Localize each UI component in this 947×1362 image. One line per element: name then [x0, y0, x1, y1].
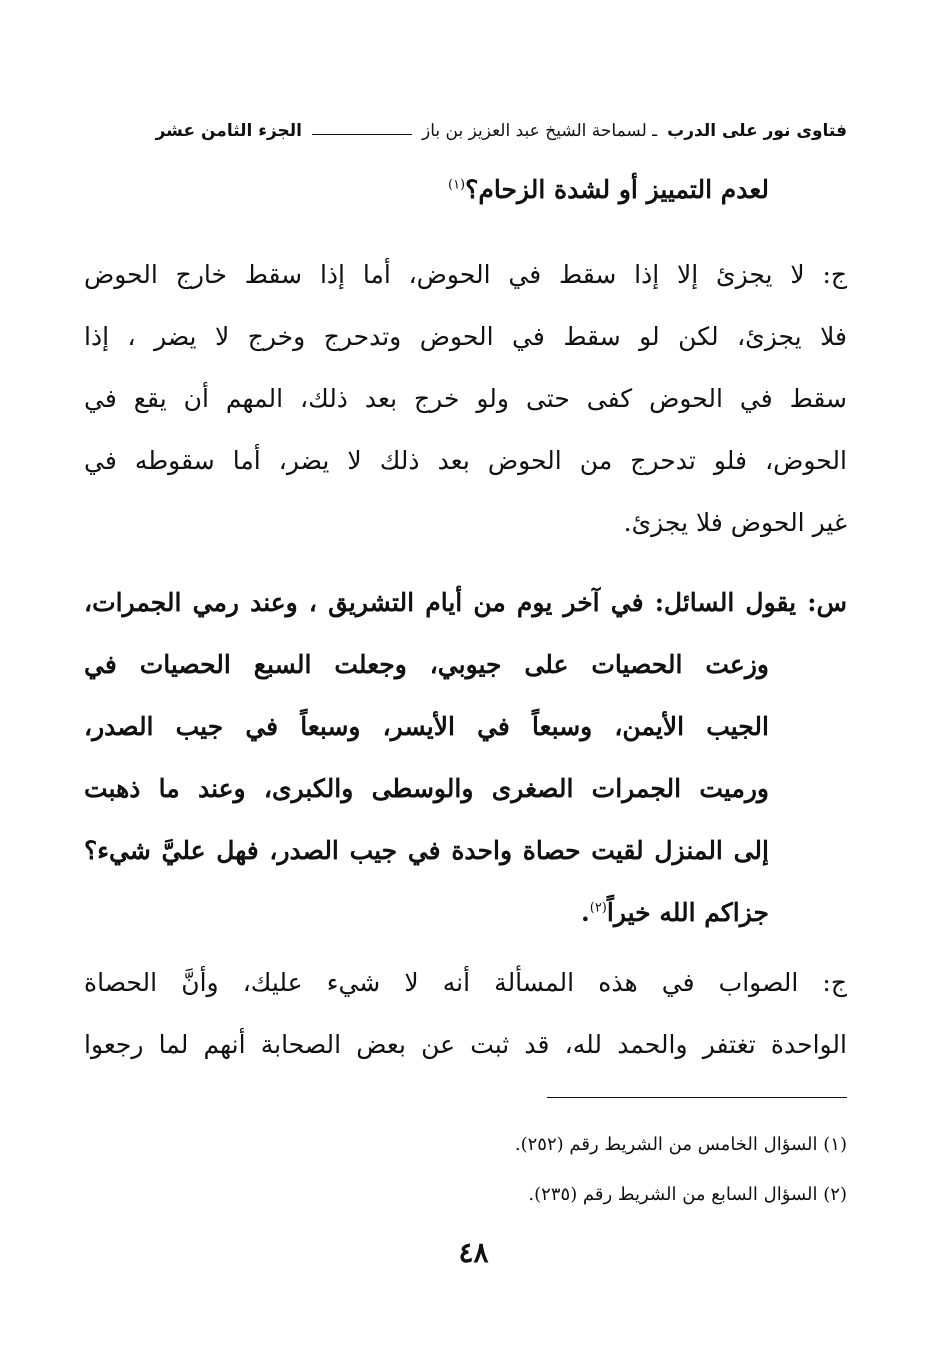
page-number: ٤٨	[458, 1236, 489, 1269]
footnote-separator	[547, 1097, 847, 1098]
question-continuation	[84, 162, 847, 218]
question-continuation-text: لعدم التمييز أو لشدة الزحام؟	[465, 175, 769, 204]
author-line: ـ لسماحة الشيخ عبد العزيز بن باز	[422, 121, 658, 141]
footnote-ref-1: (١)	[447, 177, 466, 193]
footnote-2: (٢) السؤال السابع من الشريط رقم (٢٣٥).	[528, 1184, 847, 1205]
question-2	[84, 572, 847, 944]
volume-label: الجزء الثامن عشر	[155, 121, 303, 141]
answer-2-line: ج: الصواب في هذه المسألة أنه لا شيء عليك، وأنَّ الحصاة	[84, 968, 847, 997]
question-2-end-punct: .	[581, 898, 590, 927]
answer-2	[84, 952, 847, 1076]
answer-1-line: سقط في الحوض كفى حتى ولو خرج بعد ذلك، المهم أن يقع في	[84, 384, 847, 413]
footnote-ref-2: (٢)	[589, 900, 607, 916]
question-2-line: وزعت الحصيات على جيوبي، وجعلت السبع الحصيات في	[84, 650, 769, 679]
answer-2-line: الواحدة تغتفر والحمد لله، قد ثبت عن بعض الصحابة أنهم لما رجعوا	[84, 1030, 847, 1059]
header-rule	[312, 134, 412, 135]
answer-1-line: الحوض، فلو تدحرج من الحوض بعد ذلك لا يضر، أما سقوطه في	[84, 446, 847, 475]
question-2-closing: جزاكم الله خيراً	[606, 898, 769, 927]
answer-1	[84, 244, 847, 554]
answer-1-line: ج: لا يجزئ إلا إذا سقط في الحوض، أما إذا سقط خارج الحوض	[84, 260, 847, 289]
question-2-line: إلى المنزل لقيت حصاة واحدة في جيب الصدر، فهل عليَّ شيء؟	[84, 836, 769, 865]
footnote-1: (١) السؤال الخامس من الشريط رقم (٢٥٢).	[514, 1134, 847, 1155]
answer-1-line: غير الحوض فلا يجزئ.	[623, 508, 847, 537]
running-header	[84, 116, 847, 146]
book-title: فتاوى نور على الدرب	[667, 121, 847, 141]
question-2-line: ورميت الجمرات الصغرى والوسطى والكبرى، وعند ما ذهبت	[84, 774, 769, 803]
answer-1-line: فلا يجزئ، لكن لو سقط في الحوض وتدحرج وخرج لا يضر ، إذا	[84, 322, 847, 351]
question-2-line: الجيب الأيمن، وسبعاً في الأيسر، وسبعاً في جيب الصدر،	[84, 712, 769, 741]
question-2-line: س: يقول السائل: في آخر يوم من أيام التشريق ، وعند رمي الجمرات،	[84, 588, 847, 617]
